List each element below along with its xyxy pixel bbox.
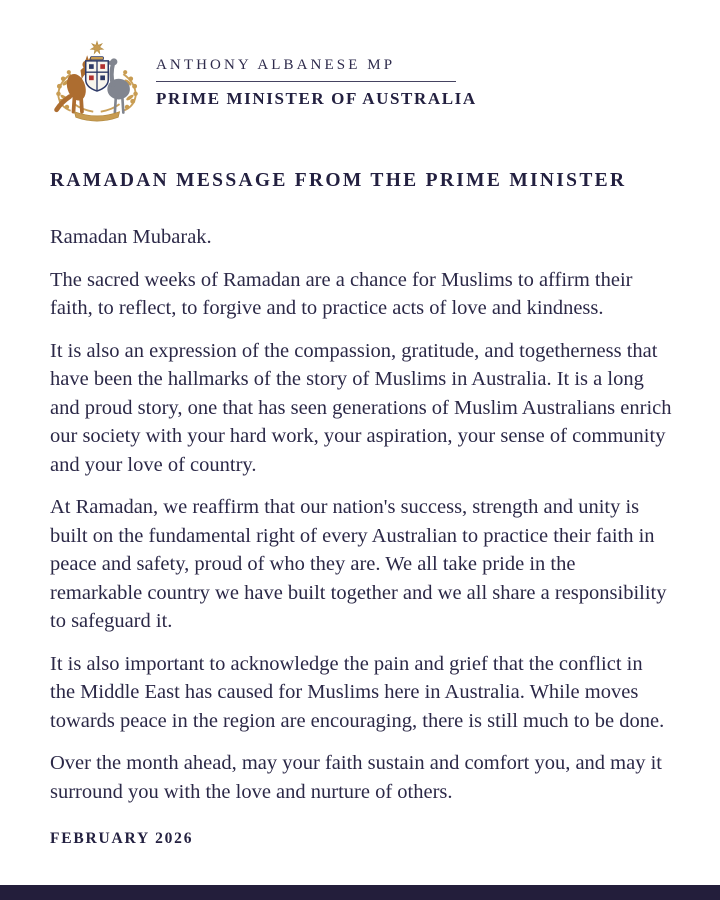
date-line: FEBRUARY 2026 xyxy=(50,830,194,847)
australia-coat-of-arms-logo xyxy=(50,38,144,128)
footer-bar xyxy=(0,885,720,900)
letterhead-divider xyxy=(156,81,456,83)
paragraph-4: It is also important to acknowledge the pain and grief that the conflict in the Middle East has caused for Muslims here in Australia. While moves towards peace in the region are encouraging, there is still much to be done. xyxy=(50,652,665,732)
letterhead xyxy=(50,38,477,128)
paragraph-greeting: Ramadan Mubarak. xyxy=(50,226,212,248)
office-title: PRIME MINISTER OF AUSTRALIA xyxy=(156,89,477,109)
letter-heading: RAMADAN MESSAGE FROM THE PRIME MINISTER xyxy=(50,170,627,191)
mp-name: ANTHONY ALBANESE MP xyxy=(156,56,396,73)
paragraph-5: Over the month ahead, may your faith sustain and comfort you, and may it surround you with the love and nurture of others. xyxy=(50,752,662,803)
paragraph-2: It is also an expression of the compassion, gratitude, and togetherness that have been the hallmarks of the story of Muslims in Australia. It is a long and proud story, one that has seen generations of Muslim Australians enrich our society with your hard work, your aspiration, your sense of community and your love of country. xyxy=(50,339,672,476)
paragraph-3: At Ramadan, we reaffirm that our nation's success, strength and unity is built on the fundamental right of every Australian to practice their faith in peace and safety, proud of who they are. We all take pride in the remarkable country we have built together and we all share a responsibility to safeguard it. xyxy=(50,496,667,632)
paragraph-1: The sacred weeks of Ramadan are a chance for Muslims to affirm their faith, to reflect, to forgive and to practice acts of love and kindness. xyxy=(50,268,633,319)
office-block xyxy=(156,57,477,110)
letter-body xyxy=(50,170,672,820)
